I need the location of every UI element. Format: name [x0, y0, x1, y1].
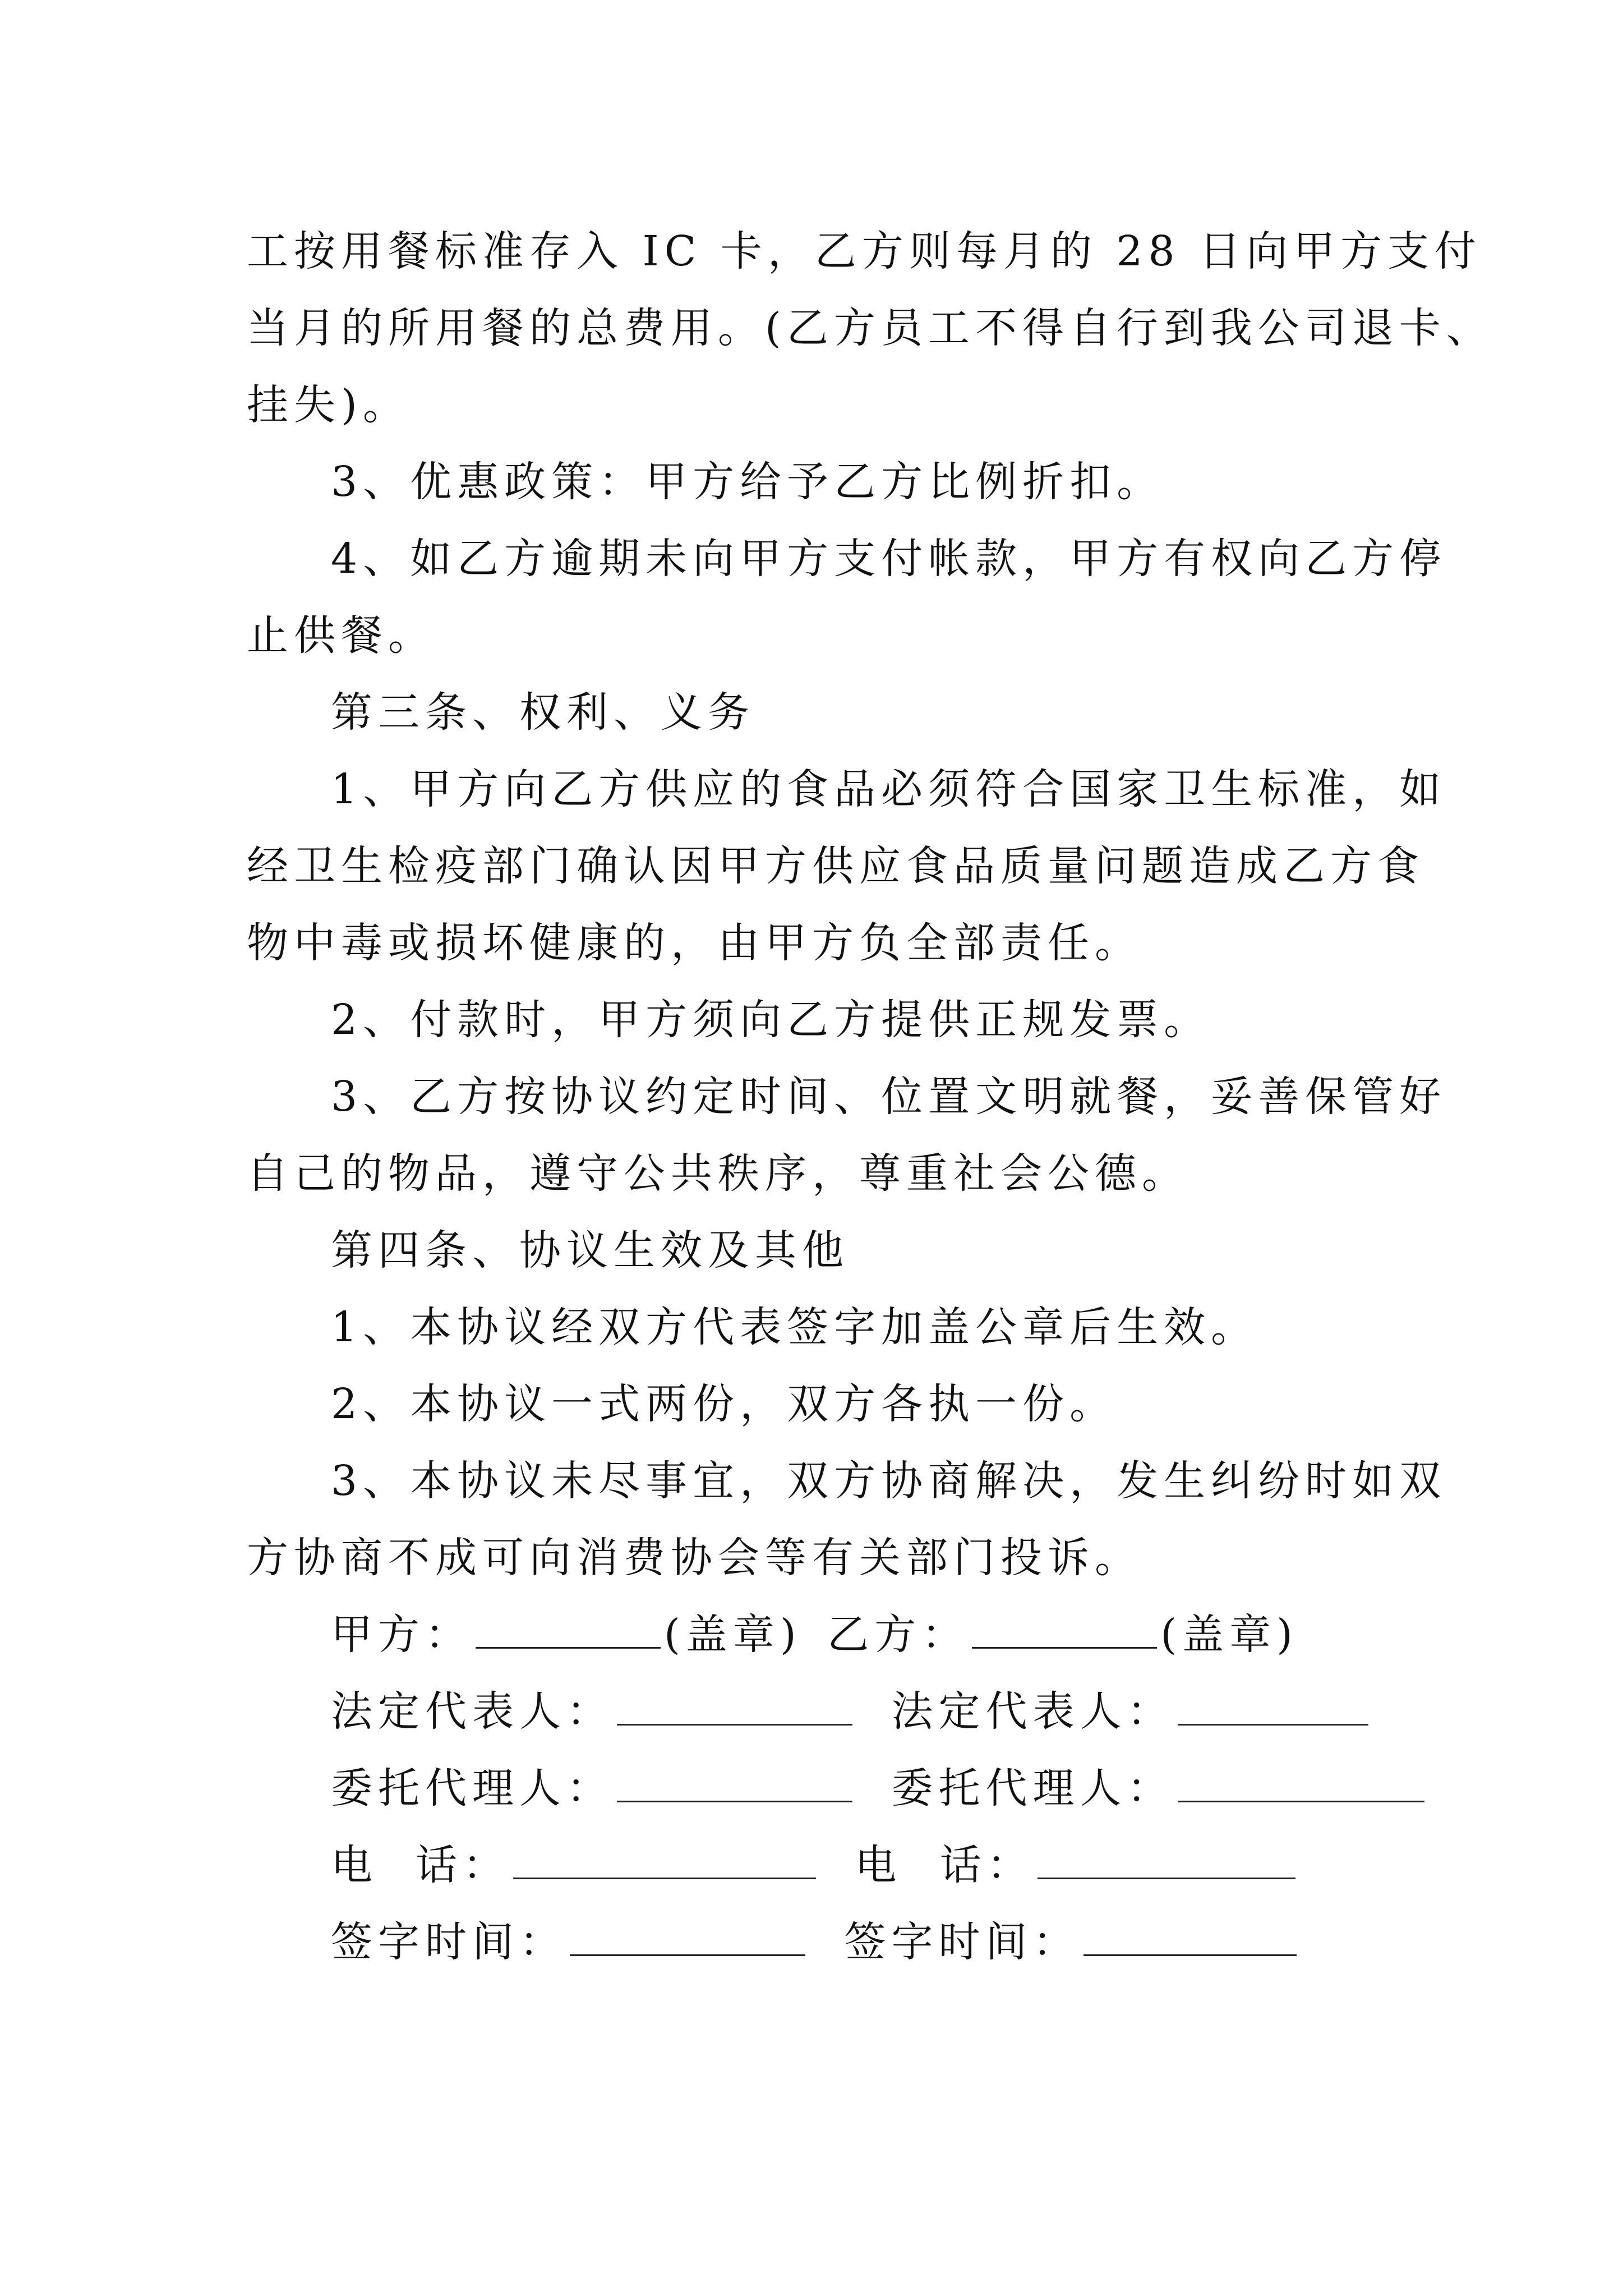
paragraph-line: 工按用餐标准存入 IC 卡，乙方则每月的 28 日向甲方支付: [247, 227, 1482, 275]
signature-row-representative: [247, 1673, 1391, 1750]
agent-b-label: 委托代理人：: [891, 1764, 1174, 1812]
date-b-blank[interactable]: [1083, 1921, 1297, 1956]
paragraph-line: 挂失)。: [247, 381, 410, 429]
paragraph-line: 自己的物品，遵守公共秩序，尊重社会公德。: [247, 1149, 1189, 1198]
date-b-label: 签字时间：: [844, 1918, 1080, 1966]
paragraph-line: 方协商不成可向消费协会等有关部门投诉。: [247, 1534, 1142, 1582]
agent-a-label: 委托代理人：: [331, 1764, 614, 1812]
party-b-label: 乙方：: [827, 1611, 969, 1659]
paragraph-line: 2、本协议一式两份，双方各执一份。: [331, 1380, 1117, 1428]
agent-b-blank[interactable]: [1178, 1767, 1424, 1802]
paragraph-line: 3、乙方按协议约定时间、位置文明就餐，妥善保管好: [331, 1073, 1447, 1121]
paragraph-line: 3、本协议未尽事宜，双方协商解决，发生纠纷时如双: [331, 1457, 1447, 1505]
section-heading: 第三条、权利、义务: [331, 688, 755, 737]
signature-row-party: [247, 1596, 1391, 1673]
party-b-seal: (盖章): [1160, 1611, 1299, 1659]
party-b-blank[interactable]: [972, 1613, 1157, 1649]
party-a-seal: (盖章): [664, 1611, 802, 1659]
paragraph-line: 2、付款时，甲方须向乙方提供正规发票。: [331, 996, 1211, 1044]
paragraph-line: 经卫生检疫部门确认因甲方供应食品质量问题造成乙方食: [247, 842, 1424, 890]
date-a-blank[interactable]: [570, 1921, 805, 1956]
document-body: [247, 213, 1493, 1981]
party-a-label: 甲方：: [331, 1611, 472, 1659]
phone-a-blank[interactable]: [513, 1844, 816, 1879]
signature-row-agent: [247, 1750, 1391, 1827]
rep-a-label: 法定代表人：: [331, 1687, 614, 1736]
paragraph-line: 1、甲方向乙方供应的食品必须符合国家卫生标准，如: [331, 765, 1447, 813]
date-a-label: 签字时间：: [331, 1918, 566, 1966]
signature-row-date: [247, 1904, 1391, 1981]
paragraph-line: 物中毒或损坏健康的，由甲方负全部责任。: [247, 919, 1142, 967]
section-heading: 第四条、协议生效及其他: [331, 1226, 849, 1274]
paragraph-line: 4、如乙方逾期未向甲方支付帐款，甲方有权向乙方停: [331, 535, 1447, 583]
phone-a-label: 电 话：: [331, 1841, 510, 1889]
phone-b-label: 电 话：: [855, 1841, 1034, 1889]
agent-a-blank[interactable]: [617, 1767, 852, 1802]
paragraph-line: 3、优惠政策：甲方给予乙方比例折扣。: [331, 458, 1164, 506]
rep-a-blank[interactable]: [617, 1690, 852, 1726]
party-a-blank[interactable]: [476, 1613, 661, 1649]
paragraph-line: 当月的所用餐的总费用。(乙方员工不得自行到我公司退卡、: [247, 304, 1493, 352]
signature-row-phone: [247, 1827, 1391, 1904]
paragraph-line: 1、本协议经双方代表签字加盖公章后生效。: [331, 1303, 1258, 1351]
phone-b-blank[interactable]: [1038, 1844, 1295, 1879]
rep-b-blank[interactable]: [1178, 1690, 1368, 1726]
rep-b-label: 法定代表人：: [891, 1687, 1174, 1736]
paragraph-line: 止供餐。: [247, 611, 435, 660]
